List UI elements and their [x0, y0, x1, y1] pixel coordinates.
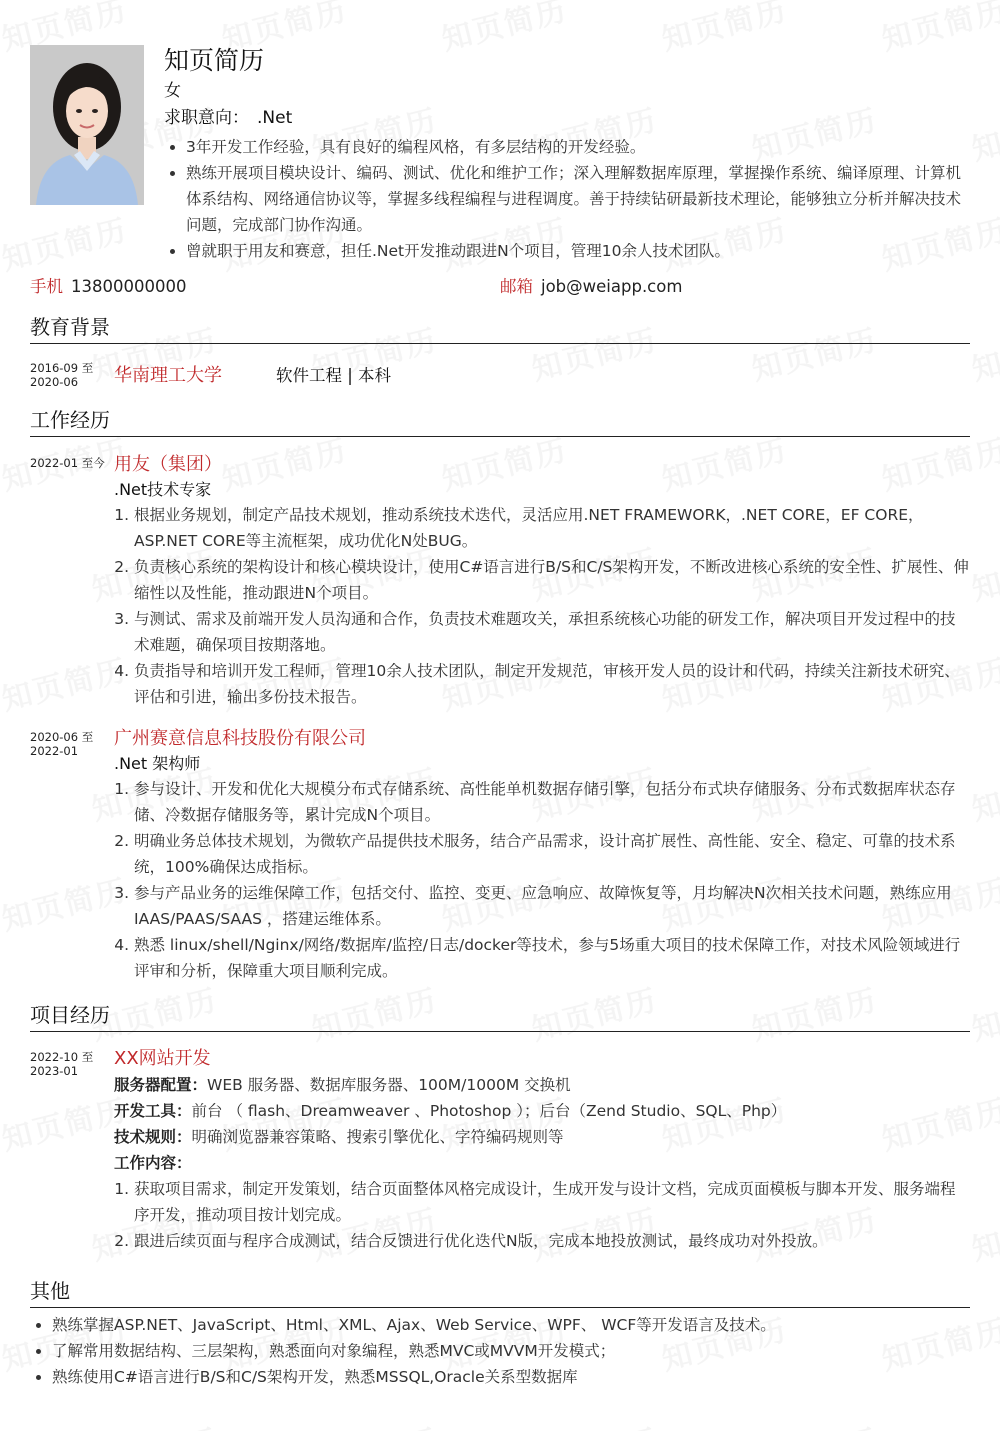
project-detail — [114, 1098, 970, 1124]
watermark-text — [307, 1415, 442, 1431]
avatar-portrait-image — [30, 45, 144, 205]
project-detail — [114, 1150, 970, 1176]
company-name: 广州赛意信息科技股份有限公司 — [114, 728, 366, 749]
work-date-start: 2022-01 至今 — [30, 456, 105, 470]
avatar — [30, 45, 144, 205]
duty-item: 1. 参与设计、开发和优化大规模分布式存储系统、高性能单机数据存储引擎，包括分布式块存储服务、分布式数据库状态存储、冷数据存储服务等，累计完成N个项目。 — [134, 776, 970, 828]
duty-item: 4. 熟悉 linux/shell/Nginx/网络/数据库/监控/日志/docker等技术，参与5场重大项目的技术保障工作，对技术风险领域进行评审和分析，保障重大项目顺利完成。 — [134, 932, 970, 984]
education-entry — [30, 359, 970, 399]
work-date — [30, 456, 110, 470]
watermark-text — [967, 315, 1000, 389]
watermark-text — [967, 975, 1000, 1049]
education-title: 教育背景 — [30, 312, 970, 344]
phone-value: 13800000000 — [71, 277, 187, 296]
project-name: XX网站开发 — [114, 1048, 211, 1069]
watermark-text — [87, 1415, 222, 1431]
work-title: 工作经历 — [30, 405, 970, 437]
education-section — [30, 312, 970, 399]
project-date-end: 2023-01 — [30, 1064, 79, 1078]
project-title: 项目经历 — [30, 1000, 970, 1032]
watermark-text — [967, 755, 1000, 829]
major-degree: 软件工程 | 本科 — [276, 366, 392, 385]
watermark-text — [967, 1415, 1000, 1431]
project-detail-value: WEB 服务器、数据库服务器、100M/1000M 交换机 — [207, 1076, 571, 1094]
project-duty-item: 1. 获取项目需求，制定开发策划，结合页面整体风格完成设计，生成开发与设计文档，完成页面模板与脚本开发、服务端程序开发，推动项目按计划完成。 — [134, 1176, 970, 1228]
education-date-start: 2016-09 至 — [30, 361, 94, 375]
project-detail-value: 前台 （ flash、Dreamweaver 、Photoshop ）；后台（Zend Studio、SQL、Php） — [191, 1102, 787, 1120]
project-section — [30, 1000, 970, 1254]
watermark-text — [747, 1415, 882, 1431]
duty-item: 3. 与测试、需求及前端开发人员沟通和合作，负责技术难题攻关，承担系统核心功能的研发工作，解决项目开发过程中的技术难题，确保项目按期落地。 — [134, 606, 970, 658]
summary-item: • 3年开发工作经验，具有良好的编程风格，有多层结构的开发经验。 — [186, 134, 976, 160]
project-detail-value: 明确浏览器兼容策略、搜索引擎优化、字符编码规则等 — [191, 1128, 564, 1146]
education-date — [30, 361, 110, 389]
others-item: • 熟练掌握ASP.NET、JavaScript、Html、XML、Ajax、Web Service、WPF、 WCF等开发语言及技术。 — [52, 1312, 970, 1338]
profile-header — [164, 44, 976, 264]
company-name: 用友（集团） — [114, 454, 222, 475]
work-entry — [30, 452, 970, 710]
others-title: 其他 — [30, 1276, 970, 1308]
project-detail-key: 服务器配置： — [114, 1076, 208, 1094]
project-detail — [114, 1072, 970, 1098]
project-detail-key: 开发工具： — [114, 1102, 192, 1120]
watermark-text — [527, 1415, 662, 1431]
contact-phone — [30, 275, 186, 299]
project-detail-key: 工作内容： — [114, 1154, 192, 1172]
duty-list — [114, 776, 970, 984]
project-detail-key: 技术规则： — [114, 1128, 192, 1146]
school-name: 华南理工大学 — [114, 365, 222, 386]
job-intent — [164, 105, 976, 132]
candidate-gender: 女 — [164, 81, 181, 101]
summary-item: • 熟练开展项目模块设计、编码、测试、优化和维护工作；深入理解数据库原理，掌握操作系统、编译原理、计算机体系结构、网络通信协议等，掌握多线程编程与进程调度。善于持续钻研最新技术理论，能够独立分析并解决技术问题，完成部门协作沟通。 — [186, 160, 976, 238]
work-date-start: 2020-06 至 — [30, 730, 94, 744]
others-item: • 熟练使用C#语言进行B/S和C/S架构开发，熟悉MSSQL,Oracle关系型数据库 — [52, 1364, 970, 1390]
duty-item: 2. 负责核心系统的架构设计和核心模块设计，使用C#语言进行B/S和C/S架构开发，不断改进核心系统的安全性、扩展性、伸缩性以及性能，推动跟进N个项目。 — [134, 554, 970, 606]
job-intent-label: 求职意向： — [164, 108, 249, 128]
project-duty-item: 2. 跟进后续页面与程序合成测试，结合反馈进行优化迭代N版，完成本地投放测试，最终成功对外投放。 — [134, 1228, 970, 1254]
education-date-end: 2020-06 — [30, 375, 79, 389]
work-date-end: 2022-01 — [30, 744, 79, 758]
others-item: • 了解常用数据结构、三层架构，熟悉面向对象编程，熟悉MVC或MVVM开发模式； — [52, 1338, 970, 1364]
others-list — [30, 1312, 970, 1390]
phone-label: 手机 — [30, 277, 63, 296]
email-label: 邮箱 — [500, 277, 533, 296]
summary-list — [164, 134, 976, 264]
project-detail — [114, 1124, 970, 1150]
watermark-text — [967, 535, 1000, 609]
work-date — [30, 730, 110, 758]
work-entry — [30, 726, 970, 984]
watermark-text — [967, 1195, 1000, 1269]
job-role: .Net技术专家 — [114, 480, 212, 499]
project-date — [30, 1050, 110, 1078]
email-value: job@weiapp.com — [541, 277, 683, 296]
candidate-name: 知页简历 — [164, 46, 265, 75]
duty-item: 3. 参与产品业务的运维保障工作，包括交付、监控、变更、应急响应、故障恢复等，月均解决N次相关技术问题，熟练应用 IAAS/PAAS/SAAS ，搭建运维体系。 — [134, 880, 970, 932]
duty-item: 2. 明确业务总体技术规划，为微软产品提供技术服务，结合产品需求，设计高扩展性、高性能、安全、稳定、可靠的技术系统，100%确保达成指标。 — [134, 828, 970, 880]
contact-email — [500, 275, 682, 299]
project-duty-list — [114, 1176, 970, 1254]
job-role: .Net 架构师 — [114, 754, 201, 773]
watermark-text — [0, 205, 131, 279]
project-date-start: 2022-10 至 — [30, 1050, 94, 1064]
summary-item: • 曾就职于用友和赛意，担任.Net开发推动跟进N个项目，管理10余人技术团队。 — [186, 238, 976, 264]
project-entry — [30, 1046, 970, 1254]
others-section — [30, 1276, 970, 1390]
duty-list — [114, 502, 970, 710]
duty-item: 1. 根据业务规划，制定产品技术规划，推动系统技术迭代，灵活应用.NET FRAMEWORK，.NET CORE，EF CORE，ASP.NET CORE等主流框架，成功优化N处BUG。 — [134, 502, 970, 554]
job-intent-value: .Net — [257, 108, 293, 128]
duty-item: 4. 负责指导和培训开发工程师，管理10余人技术团队，制定开发规范，审核开发人员的设计和代码，持续关注新技术研究、评估和引进，输出多份技术报告。 — [134, 658, 970, 710]
work-section — [30, 405, 970, 984]
